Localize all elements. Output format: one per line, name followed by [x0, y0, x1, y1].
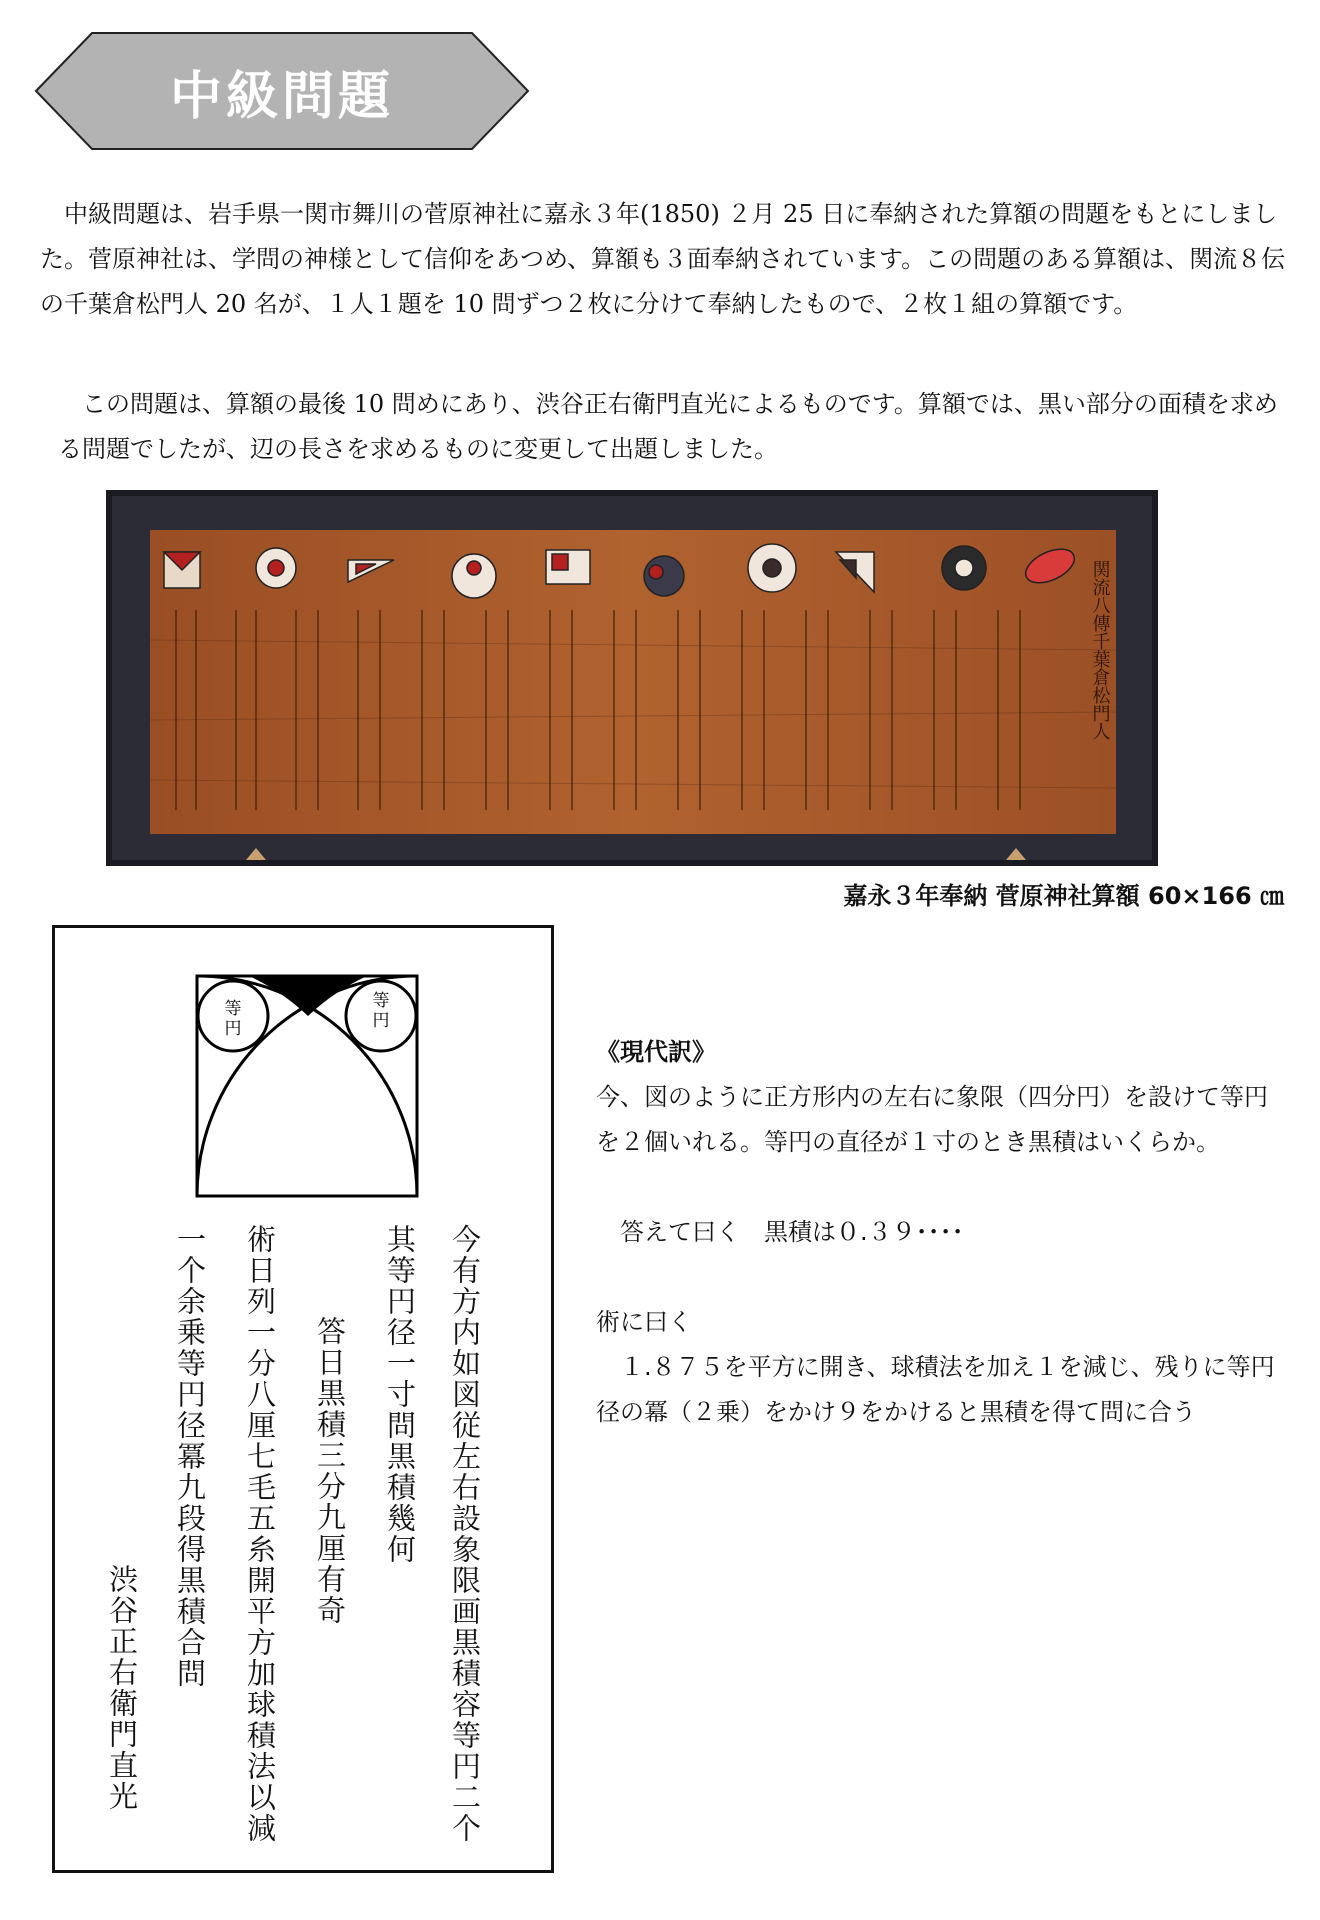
- translation-text: 今、図のように正方形内の左右に象限（四分円）を設けて等円を２個いれる。等円の直径が１寸のとき黒積はいくらか。: [596, 1083, 1268, 1156]
- modern-translation: [596, 1030, 1276, 1435]
- circle-label-right: 等円: [372, 991, 390, 1031]
- kanbun-column-5: 一个余乗等円径冪九段得黒積合問: [173, 1224, 207, 1689]
- problem-box: [52, 925, 554, 1873]
- kanbun-column-3: 答日黒積三分九厘有奇: [313, 1316, 347, 1626]
- method-text: １.８７５を平方に開き、球積法を加え１を減じ、残りに等円径の冪（２乗）をかけ９をかけると黒積を得て問に合う: [596, 1353, 1275, 1426]
- geometry-figure: [195, 974, 421, 1220]
- page-title: 中級問題: [169, 66, 394, 127]
- translation-heading: 《現代訳》: [596, 1038, 716, 1066]
- kanbun-column-1: 今有方内如図従左右設象限画黒積容等円二个: [448, 1224, 482, 1844]
- board-inscription: 関流八傳千葉倉松門人: [1089, 560, 1111, 740]
- sangaku-photo: [106, 490, 1158, 866]
- kanbun-column-4: 術日列一分八厘七毛五糸開平方加球積法以減: [243, 1224, 277, 1844]
- author-column: 渋谷正右衛門直光: [105, 1564, 139, 1812]
- answer-text: 答えて曰く 黒積は０.３９････: [620, 1218, 964, 1246]
- title-banner: [34, 30, 530, 152]
- method-heading: 術に曰く: [596, 1308, 692, 1336]
- circle-label-left: 等円: [224, 999, 242, 1039]
- photo-caption: 嘉永３年奉納 菅原神社算額 60×166 ㎝: [843, 882, 1284, 910]
- intro-paragraph-1: 中級問題は、岩手県一関市舞川の菅原神社に嘉永３年(1850) ２月 25 日に奉納された算額の問題をもとにしました。菅原神社は、学問の神様として信仰をあつめ、算額も３面奉納されています。この問題のある算額は、関流８伝の千葉倉松門人 20 名が、１人１題を 10 問ずつ２枚に分けて奉納したもので、２枚１組の算額です。: [40, 200, 1286, 318]
- intro-paragraph-2: この問題は、算額の最後 10 問めにあり、渋谷正右衛門直光によるものです。算額では、黒い部分の面積を求める問題でしたが、辺の長さを求めるものに変更して出題しました。: [58, 390, 1278, 463]
- kanbun-column-2: 其等円径一寸問黒積幾何: [383, 1224, 417, 1565]
